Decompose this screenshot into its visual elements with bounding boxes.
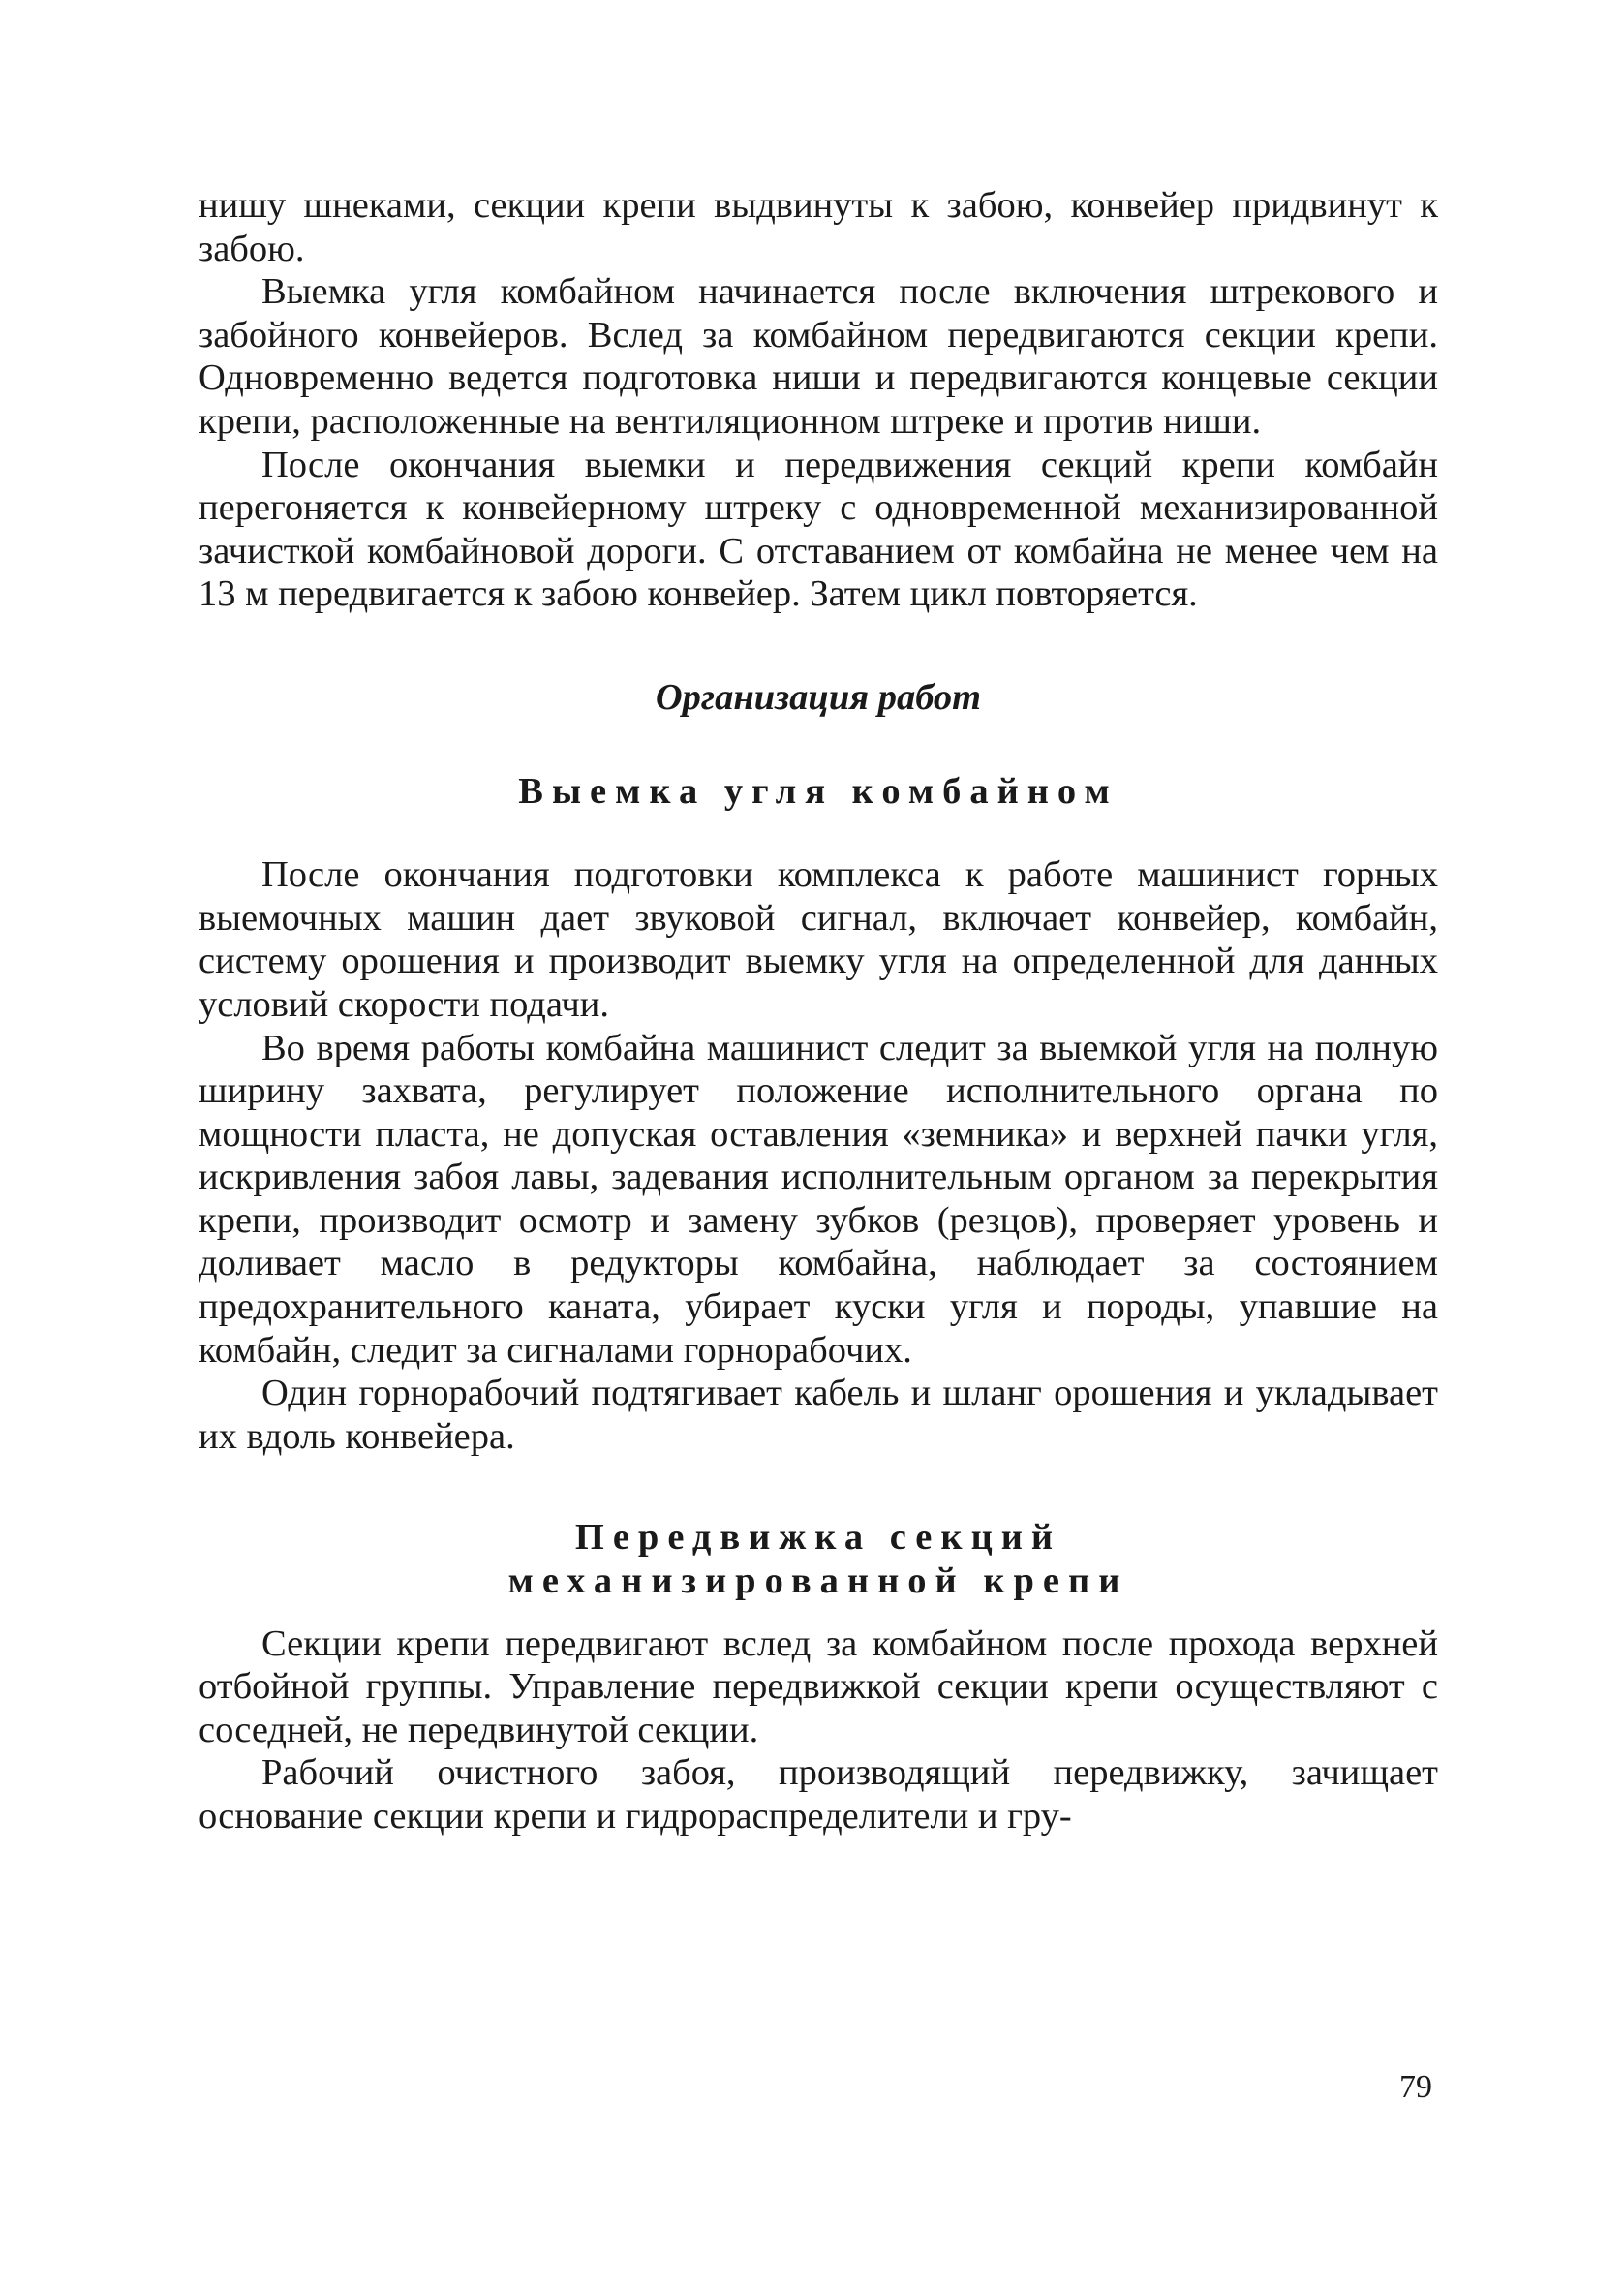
subsection-title-coal-extraction: Выемка угля комбайном <box>518 770 1118 812</box>
shift-paragraph-2: Рабочий очистного забоя, производящий передвижку, зачищает основание секции крепи и гидрораспределители и гру- <box>199 1752 1438 1837</box>
subsection-title-line-1: Передвижка секций <box>574 1517 1062 1559</box>
extraction-paragraph-3: Один горнорабочий подтягивает кабель и шланг орошения и укладывает их вдоль конвейера. <box>199 1373 1438 1457</box>
extraction-paragraph-1: После окончания подготовки комплекса к работе машинист горных выемочных машин дает звуковой сигнал, включает конвейер, комбайн, систему орошения и производит выемку угля на определенной для данных условий скорости подачи. <box>199 854 1438 1025</box>
shift-paragraph-1: Секции крепи передвигают вслед за комбайном после прохода верхней отбойной группы. Управление передвижкой секции крепи осуществляют с соседней, не передвинутой секции. <box>199 1623 1438 1750</box>
section-title-organization: Организация работ <box>655 676 982 718</box>
intro-paragraph-2: Выемка угля комбайном начинается после включения штрекового и забойного конвейеров. Вслед за комбайном передвигаются секции крепи. Одновременно ведется подготовка ниши и передвигаются концевые секции крепи, расположенные на вентиляционном штреке и против ниши. <box>199 271 1438 442</box>
subsection-title-line-2: механизированной крепи <box>507 1561 1129 1602</box>
intro-paragraph-1: нишу шнеками, секции крепи выдвинуты к забою, конвейер придвинут к забою. <box>199 185 1438 269</box>
page-number: 79 <box>1399 2069 1432 2105</box>
text-column <box>199 184 1438 1839</box>
extraction-paragraph-2: Во время работы комбайна машинист следит за выемкой угля на полную ширину захвата, регулирует положение исполнительного органа по мощности пласта, не допуская оставления «земника» и верхней пачки угля, искривления забоя лавы, задевания исполнительным органом за перекрытия крепи, производит осмотр и замену зубков (резцов), проверяет уровень и доливает масло в редукторы комбайна, наблюдает за состоянием предохранительного каната, убирает куски угля и породы, упавшие на комбайн, следит за сигналами горнорабочих. <box>199 1027 1438 1371</box>
intro-paragraph-3: После окончания выемки и передвижения секций крепи комбайн перегоняется к конвейерному штреку с одновременной механизированной зачисткой комбайновой дороги. С отставанием от комбайна не менее чем на 13 м передвигается к забою конвейер. Затем цикл повторяется. <box>199 444 1438 615</box>
subsection-title-support-shift <box>199 1516 1438 1602</box>
